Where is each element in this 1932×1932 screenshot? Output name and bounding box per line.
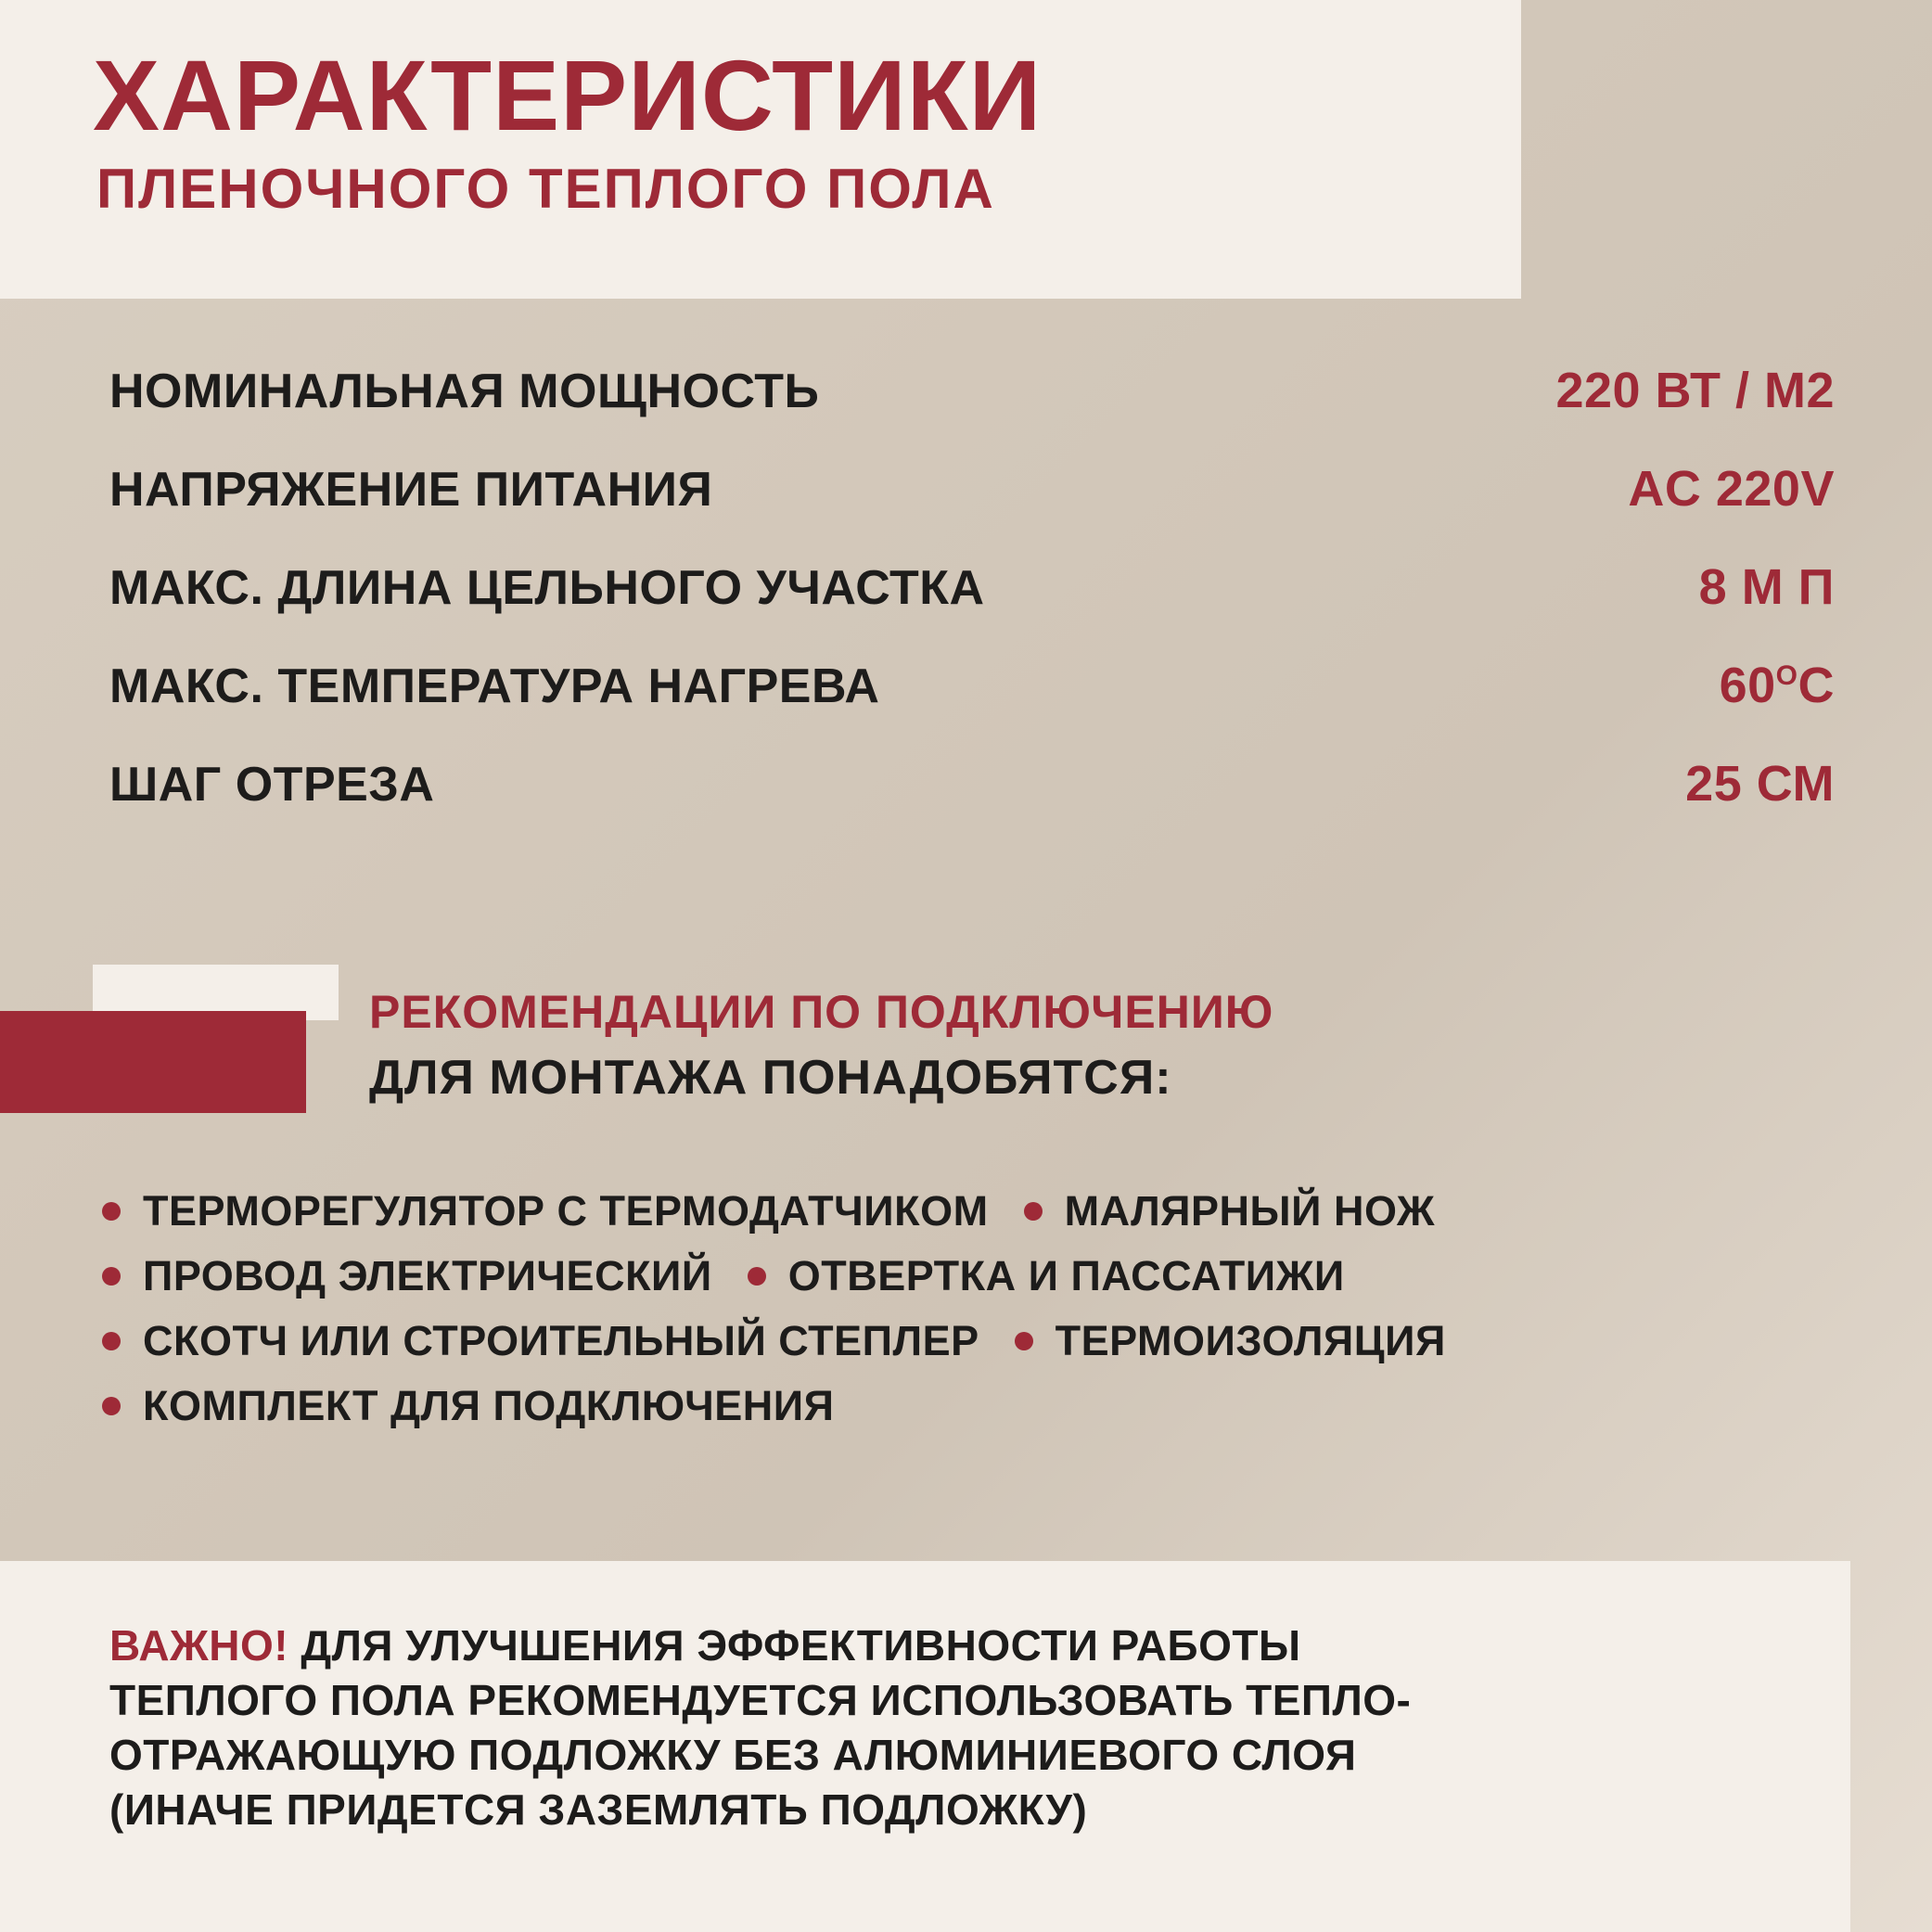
recommendations-title: РЕКОМЕНДАЦИИ ПО ПОДКЛЮЧЕНИЮ [369, 986, 1274, 1038]
recommendations-subtitle: ДЛЯ МОНТАЖА ПОНАДОБЯТСЯ: [369, 1051, 1172, 1105]
tool-label: ПРОВОД ЭЛЕКТРИЧЕСКИЙ [143, 1252, 712, 1299]
spec-label: НОМИНАЛЬНАЯ МОЩНОСТЬ [109, 365, 820, 418]
tool-entry [102, 1252, 712, 1300]
bullet-icon [748, 1267, 766, 1286]
spec-value-number: 60 [1719, 658, 1776, 713]
specs-table [109, 362, 1835, 853]
spec-label: ШАГ ОТРЕЗА [109, 758, 435, 812]
spec-row [109, 657, 1835, 714]
recommendations-text-group [369, 985, 1273, 1106]
header-text-group [93, 39, 1043, 221]
tool-entry [748, 1252, 1345, 1300]
list-item [102, 1317, 1864, 1365]
important-note-band [0, 1561, 1850, 1932]
spec-row [109, 460, 1835, 518]
degree-symbol: O [1775, 660, 1798, 691]
header-band [0, 0, 1521, 299]
spec-row [109, 755, 1835, 812]
important-line-3: ОТРАЖАЮЩУЮ ПОДЛОЖКУ БЕЗ АЛЮМИНИЕВОГО СЛОЯ [109, 1730, 1357, 1779]
bullet-icon [102, 1397, 121, 1415]
spec-value: 8 М П [1698, 559, 1835, 615]
spec-value: AC 220V [1628, 461, 1835, 517]
spec-value-unit: C [1798, 658, 1835, 713]
spec-label: МАКС. ДЛИНА ЦЕЛЬНОГО УЧАСТКА [109, 561, 985, 615]
tool-label: СКОТЧ ИЛИ СТРОИТЕЛЬНЫЙ СТЕПЛЕР [143, 1317, 979, 1364]
important-line-1-rest: ДЛЯ УЛУЧШЕНИЯ ЭФФЕКТИВНОСТИ РАБОТЫ [288, 1621, 1301, 1670]
important-note-text [109, 1619, 1776, 1837]
bullet-icon [102, 1332, 121, 1350]
bullet-icon [1024, 1202, 1043, 1221]
tool-entry [102, 1317, 979, 1365]
spec-value: 220 ВТ / М2 [1555, 363, 1835, 418]
tools-list [102, 1187, 1864, 1447]
bullet-icon [1015, 1332, 1033, 1350]
list-item [102, 1187, 1864, 1235]
spec-value [1720, 657, 1835, 714]
tool-entry [102, 1187, 989, 1235]
tool-entry [102, 1382, 834, 1430]
tool-entry [1015, 1317, 1446, 1365]
spec-row [109, 362, 1835, 419]
tool-label: КОМПЛЕКТ ДЛЯ ПОДКЛЮЧЕНИЯ [143, 1382, 835, 1429]
spec-label: МАКС. ТЕМПЕРАТУРА НАГРЕВА [109, 659, 880, 713]
important-line-1 [109, 1619, 1776, 1673]
spec-row [109, 558, 1835, 616]
tool-label: ОТВЕРТКА И ПАССАТИЖИ [787, 1252, 1345, 1299]
list-item [102, 1382, 1864, 1430]
spec-value: 25 СМ [1685, 756, 1835, 812]
important-line-2: ТЕПЛОГО ПОЛА РЕКОМЕНДУЕТСЯ ИСПОЛЬЗОВАТЬ ТЕПЛО- [109, 1675, 1412, 1724]
tool-label: ТЕРМОРЕГУЛЯТОР С ТЕРМОДАТЧИКОМ [143, 1187, 989, 1235]
bullet-icon [102, 1267, 121, 1286]
important-flag: ВАЖНО! [109, 1621, 289, 1670]
tool-label: ТЕРМОИЗОЛЯЦИЯ [1055, 1317, 1446, 1364]
decor-accent-rectangle [0, 1011, 306, 1113]
spec-label: НАПРЯЖЕНИЕ ПИТАНИЯ [109, 463, 713, 517]
page-subtitle: ПЛЕНОЧНОГО ТЕПЛОГО ПОЛА [96, 158, 995, 221]
important-line-4: (ИНАЧЕ ПРИДЕТСЯ ЗАЗЕМЛЯТЬ ПОДЛОЖКУ) [109, 1785, 1088, 1834]
page-title: ХАРАКТЕРИСТИКИ [93, 39, 1043, 151]
list-item [102, 1252, 1864, 1300]
tool-label: МАЛЯРНЫЙ НОЖ [1064, 1187, 1436, 1235]
tool-entry [1024, 1187, 1435, 1235]
bullet-icon [102, 1202, 121, 1221]
